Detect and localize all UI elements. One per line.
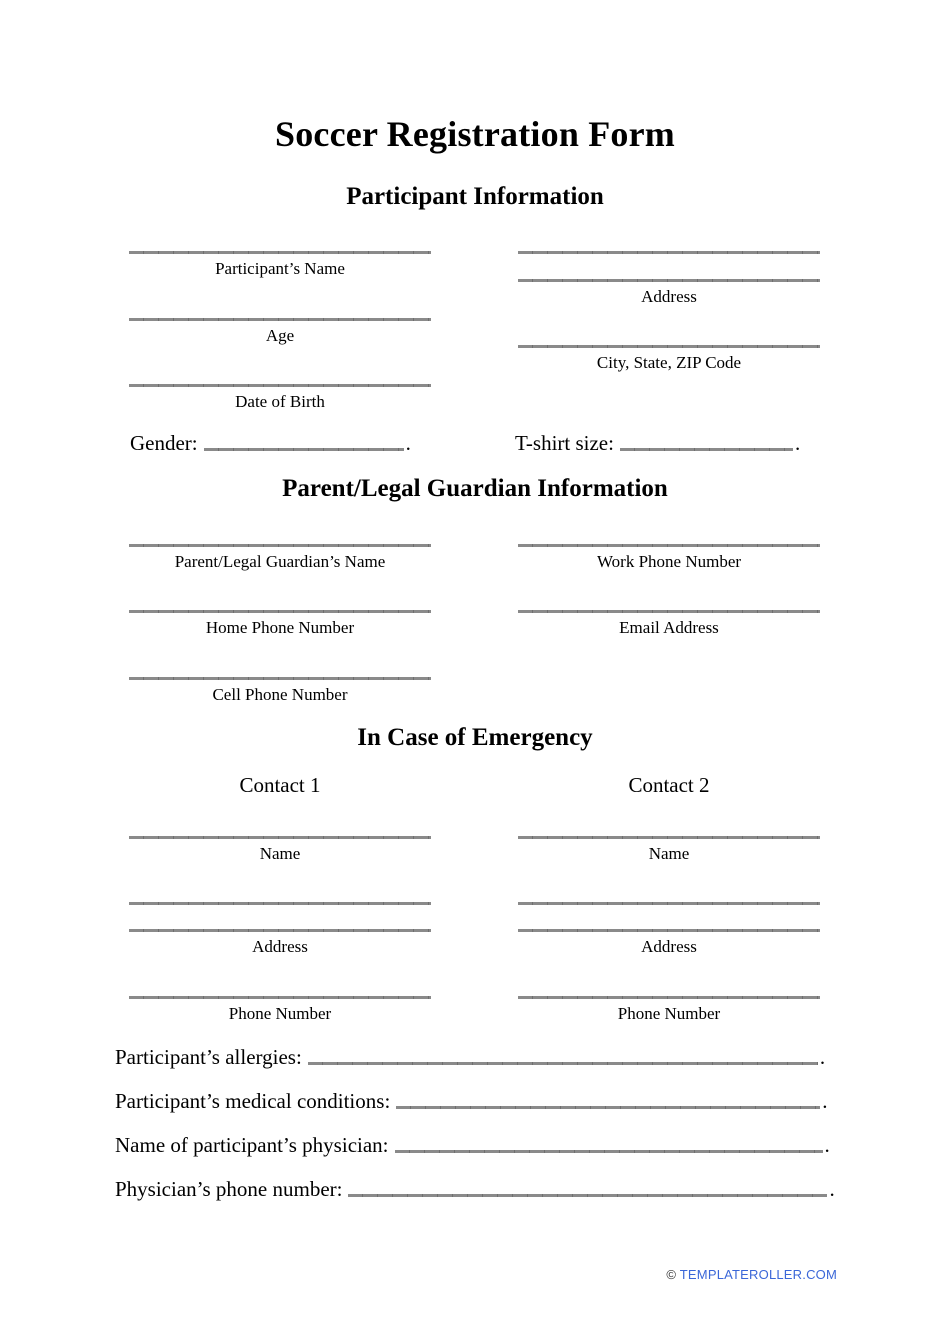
medical-conditions-terminator: . xyxy=(822,1089,828,1113)
field-caption-contact1-name: Name xyxy=(259,844,301,863)
allergies-terminator: . xyxy=(819,1045,826,1069)
tshirt-size-label: T-shirt size: xyxy=(515,431,614,455)
page-title: Soccer Registration Form xyxy=(274,114,675,154)
allergies-label: Participant’s allergies: xyxy=(115,1045,302,1069)
tshirt-size-terminator: . xyxy=(794,431,801,455)
gender-input-blank[interactable] xyxy=(204,448,404,451)
section-heading-guardian: Parent/Legal Guardian Information xyxy=(282,475,668,502)
field-caption-contact2-address: Address xyxy=(641,937,697,956)
emergency-contact-2-title: Contact 2 xyxy=(628,773,710,797)
field-line-contact2-address-2[interactable] xyxy=(518,929,820,932)
tshirt-size-field-row xyxy=(515,430,800,456)
field-caption-work-phone: Work Phone Number xyxy=(596,552,742,571)
field-line-guardian-name[interactable] xyxy=(129,544,431,547)
medical-conditions-input-blank[interactable] xyxy=(396,1106,820,1109)
field-line-date-of-birth[interactable] xyxy=(129,384,431,387)
emergency-contact-1-title: Contact 1 xyxy=(239,773,321,797)
field-line-work-phone[interactable] xyxy=(518,544,820,547)
field-line-contact2-name[interactable] xyxy=(518,836,820,839)
field-line-cell-phone[interactable] xyxy=(129,677,431,680)
physician-phone-label: Physician’s phone number: xyxy=(115,1177,343,1201)
physician-name-field-row xyxy=(115,1132,830,1158)
field-line-contact1-phone[interactable] xyxy=(129,996,431,999)
field-caption-cell-phone: Cell Phone Number xyxy=(212,685,348,704)
field-caption-email-address: Email Address xyxy=(619,618,719,637)
physician-phone-input-blank[interactable] xyxy=(348,1194,827,1197)
physician-name-input-blank[interactable] xyxy=(395,1150,823,1153)
field-line-contact2-address-1[interactable] xyxy=(518,902,820,905)
field-caption-date-of-birth: Date of Birth xyxy=(235,392,325,411)
field-line-contact1-address-2[interactable] xyxy=(129,929,431,932)
physician-name-label: Name of participant’s physician: xyxy=(115,1133,389,1157)
gender-label: Gender: xyxy=(130,431,198,455)
allergies-field-row xyxy=(115,1044,825,1070)
copyright-icon: © xyxy=(666,1267,677,1282)
field-line-age[interactable] xyxy=(129,318,431,321)
field-line-contact1-address-1[interactable] xyxy=(129,902,431,905)
tshirt-size-input-blank[interactable] xyxy=(620,448,793,451)
medical-conditions-label: Participant’s medical conditions: xyxy=(115,1089,391,1113)
field-caption-guardian-name: Parent/Legal Guardian’s Name xyxy=(174,552,386,571)
allergies-input-blank[interactable] xyxy=(308,1062,818,1065)
section-heading-participant: Participant Information xyxy=(346,183,604,210)
physician-phone-field-row xyxy=(115,1176,835,1202)
field-line-home-phone[interactable] xyxy=(129,610,431,613)
field-line-address-1[interactable] xyxy=(518,251,820,254)
field-line-email-address[interactable] xyxy=(518,610,820,613)
field-caption-home-phone: Home Phone Number xyxy=(205,618,355,637)
field-caption-address: Address xyxy=(641,287,697,306)
field-line-contact1-name[interactable] xyxy=(129,836,431,839)
field-caption-participant-name: Participant’s Name xyxy=(215,259,345,278)
physician-name-terminator: . xyxy=(824,1133,830,1157)
field-caption-contact2-name: Name xyxy=(648,844,690,863)
field-line-address-2[interactable] xyxy=(518,279,820,282)
gender-field-row xyxy=(130,430,411,456)
section-heading-emergency: In Case of Emergency xyxy=(357,724,593,751)
footer-watermark-text: TEMPLATEROLLER.COM xyxy=(676,1267,837,1282)
field-caption-contact2-phone: Phone Number xyxy=(617,1004,721,1023)
field-caption-contact1-phone: Phone Number xyxy=(228,1004,332,1023)
field-line-contact2-phone[interactable] xyxy=(518,996,820,999)
field-line-city-state-zip[interactable] xyxy=(518,345,820,348)
physician-phone-terminator: . xyxy=(829,1177,835,1201)
field-caption-city-state-zip: City, State, ZIP Code xyxy=(596,353,742,372)
field-caption-age: Age xyxy=(265,326,295,345)
field-line-participant-name[interactable] xyxy=(129,251,431,254)
field-caption-contact1-address: Address xyxy=(252,937,308,956)
medical-conditions-field-row xyxy=(115,1088,828,1114)
gender-terminator: . xyxy=(405,431,411,455)
footer-watermark[interactable] xyxy=(666,1267,837,1282)
